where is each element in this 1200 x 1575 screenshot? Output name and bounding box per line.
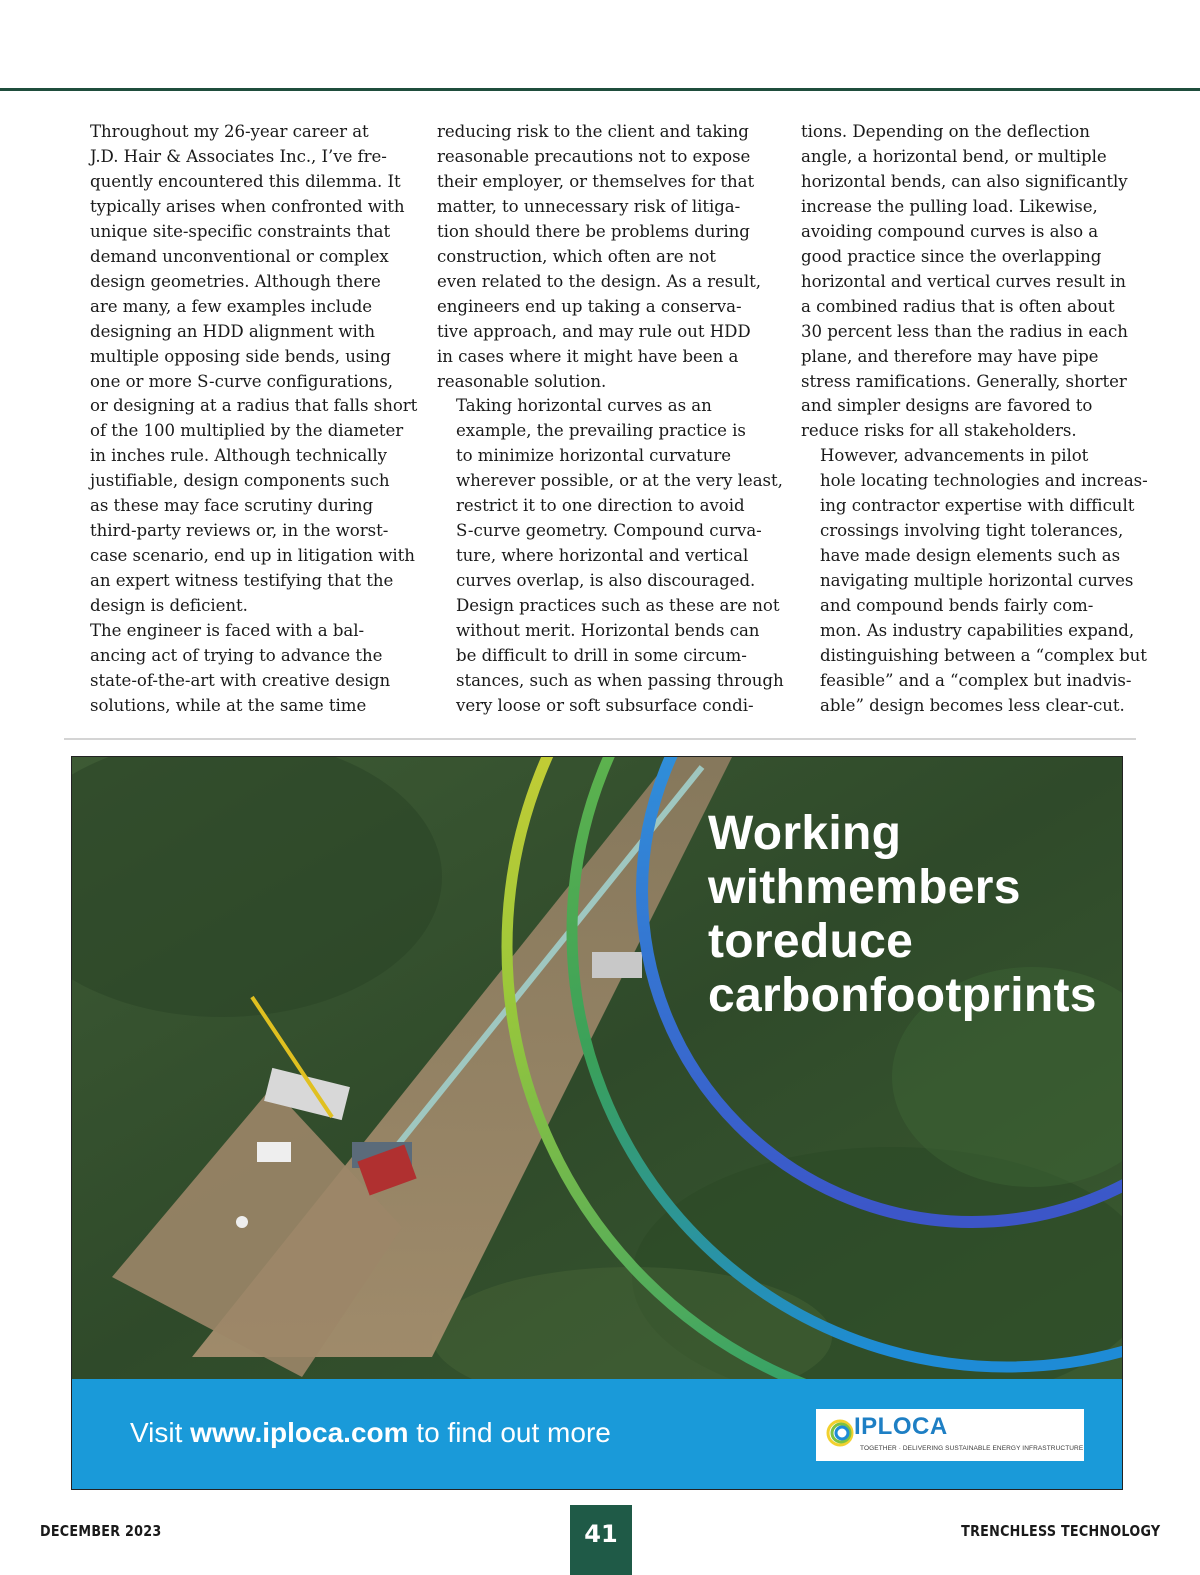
text-line: ancing act of trying to advance the	[90, 646, 383, 666]
text-line: to minimize horizontal curvature	[456, 446, 732, 466]
text-line: The engineer is faced with a bal-	[90, 621, 365, 641]
text-line: one or more S-curve configurations,	[90, 371, 393, 391]
text-line: S-curve geometry. Compound curva-	[456, 521, 762, 541]
text-line: very loose or soft subsurface condi-	[456, 695, 754, 715]
text-line: avoiding compound curves is also a	[801, 221, 1099, 241]
text-line: tion should there be problems during	[437, 221, 750, 241]
article-column-1	[71, 120, 418, 719]
text-line: good practice since the overlapping	[801, 246, 1102, 266]
text-line: reduce risks for all stakeholders.	[801, 421, 1077, 441]
text-line: stress ramifications. Generally, shorter	[801, 371, 1127, 391]
logo-tagline: TOGETHER · DELIVERING SUSTAINABLE ENERGY INFRASTRUCTURE	[860, 1445, 1084, 1452]
text-line: justifiable, design components such	[90, 471, 390, 491]
text-line: crossings involving tight tolerances,	[820, 521, 1124, 541]
text-line: able” design becomes less clear-cut.	[820, 695, 1125, 715]
iploca-advertisement[interactable]	[71, 756, 1123, 1490]
text-line: state-of-the-art with creative design	[90, 670, 391, 690]
article-body	[71, 120, 1148, 720]
text-line: are many, a few examples include	[90, 296, 373, 316]
text-line: even related to the design. As a result,	[437, 271, 761, 291]
text-line: reasonable precautions not to expose	[437, 146, 751, 166]
text-line: J.D. Hair & Associates Inc., I’ve fre-	[90, 146, 387, 166]
text-line: wherever possible, or at the very least,	[456, 471, 783, 491]
paragraph	[71, 619, 411, 719]
text-line: of the 100 multiplied by the diameter	[90, 421, 404, 441]
paragraph	[71, 120, 418, 619]
paragraph	[437, 120, 777, 394]
text-line: horizontal bends, can also significantly	[801, 171, 1128, 191]
text-line: typically arises when confronted with	[90, 196, 405, 216]
text-line: navigating multiple horizontal curves	[820, 571, 1134, 591]
text-line: construction, which often are not	[437, 246, 716, 266]
text-line: Throughout my 26-year career at	[90, 122, 369, 141]
text-line: design geometries. Although there	[90, 271, 381, 291]
text-line: hole locating technologies and increas-	[820, 471, 1148, 491]
text-line: or designing at a radius that falls short	[90, 396, 418, 416]
text-line: Working with	[708, 807, 902, 914]
text-line: as these may face scrutiny during	[90, 496, 374, 516]
text-line: However, advancements in pilot	[820, 446, 1089, 466]
text-line: matter, to unnecessary risk of litiga-	[437, 196, 741, 216]
text-line: footprints	[869, 969, 1097, 1022]
article-column-2	[437, 120, 784, 719]
text-line: an expert witness testifying that the	[90, 571, 394, 591]
text-line: feasible” and a “complex but inadvis-	[820, 670, 1132, 690]
text-line: designing an HDD alignment with	[90, 321, 375, 341]
text-line: in inches rule. Although technically	[90, 446, 387, 466]
text-line: tions. Depending on the deflection	[801, 122, 1090, 141]
paragraph	[801, 120, 1141, 444]
text-line: multiple opposing side bends, using	[90, 346, 391, 366]
text-line: horizontal and vertical curves result in	[801, 271, 1126, 291]
text-line: angle, a horizontal bend, or multiple	[801, 146, 1107, 166]
text-line: and simpler designs are favored to	[801, 396, 1093, 416]
page-number: 41	[570, 1505, 632, 1575]
ad-cta-bar[interactable]	[72, 1379, 1123, 1490]
text-line: reducing risk to the client and taking	[437, 122, 749, 141]
footer-publication-name: TRENCHLESS TECHNOLOGY	[960, 1522, 1160, 1540]
text-line: Design practices such as these are not	[456, 596, 780, 616]
text-line: example, the prevailing practice is	[456, 421, 746, 441]
top-rule	[0, 88, 1200, 91]
text-line: be difficult to drill in some circum-	[456, 646, 747, 666]
logo-wordmark: IPLOCA	[854, 1413, 948, 1440]
iploca-ring-icon	[824, 1417, 856, 1449]
text-line: Taking horizontal curves as an	[456, 396, 712, 416]
ad-visit-text[interactable]: Visit www.iploca.com to find out more	[130, 1417, 611, 1448]
text-line: reasonable solution.	[437, 371, 607, 391]
footer-issue-date: DECEMBER 2023	[40, 1522, 162, 1540]
text-line: quently encountered this dilemma. It	[90, 171, 401, 191]
text-line: design is deficient.	[90, 596, 248, 616]
text-line: restrict it to one direction to avoid	[456, 496, 745, 516]
iploca-logo	[816, 1409, 1084, 1461]
text-line: have made design elements such as	[820, 546, 1121, 566]
text-line: third-party reviews or, in the worst-	[90, 521, 389, 541]
text-line: 30 percent less than the radius in each	[801, 321, 1128, 341]
text-line: in cases where it might have been a	[437, 346, 739, 366]
section-divider	[64, 738, 1136, 740]
text-line: unique site-specific constraints that	[90, 221, 391, 241]
text-line: plane, and therefore may have pipe	[801, 346, 1099, 366]
text-line: engineers end up taking a conserva-	[437, 296, 742, 316]
text-line: stances, such as when passing through	[456, 670, 784, 690]
text-line: without merit. Horizontal bends can	[456, 621, 760, 641]
text-line: a combined radius that is often about	[801, 296, 1115, 316]
text-line: tive approach, and may rule out HDD	[437, 321, 751, 341]
text-line: and compound bends fairly com-	[820, 596, 1094, 616]
text-line: case scenario, end up in litigation with	[90, 546, 415, 566]
text-line: their employer, or themselves for that	[437, 171, 755, 191]
text-line: ing contractor expertise with difficult	[820, 496, 1135, 516]
text-line: increase the pulling load. Likewise,	[801, 196, 1098, 216]
text-line: demand unconventional or complex	[90, 246, 389, 266]
text-line: mon. As industry capabilities expand,	[820, 621, 1135, 641]
paragraph	[801, 444, 1148, 718]
text-line: members to	[708, 861, 1021, 968]
ad-url-link[interactable]: www.iploca.com	[190, 1417, 409, 1448]
ad-headline	[708, 807, 1108, 1023]
text-line: solutions, while at the same time	[90, 695, 367, 715]
text-line: distinguishing between a “complex but	[820, 646, 1147, 666]
article-column-3	[801, 120, 1148, 719]
text-line: curves overlap, is also discouraged.	[456, 571, 756, 591]
text-line: reduce carbon	[708, 915, 914, 1022]
text-line: ture, where horizontal and vertical	[456, 546, 749, 566]
paragraph	[437, 394, 784, 718]
